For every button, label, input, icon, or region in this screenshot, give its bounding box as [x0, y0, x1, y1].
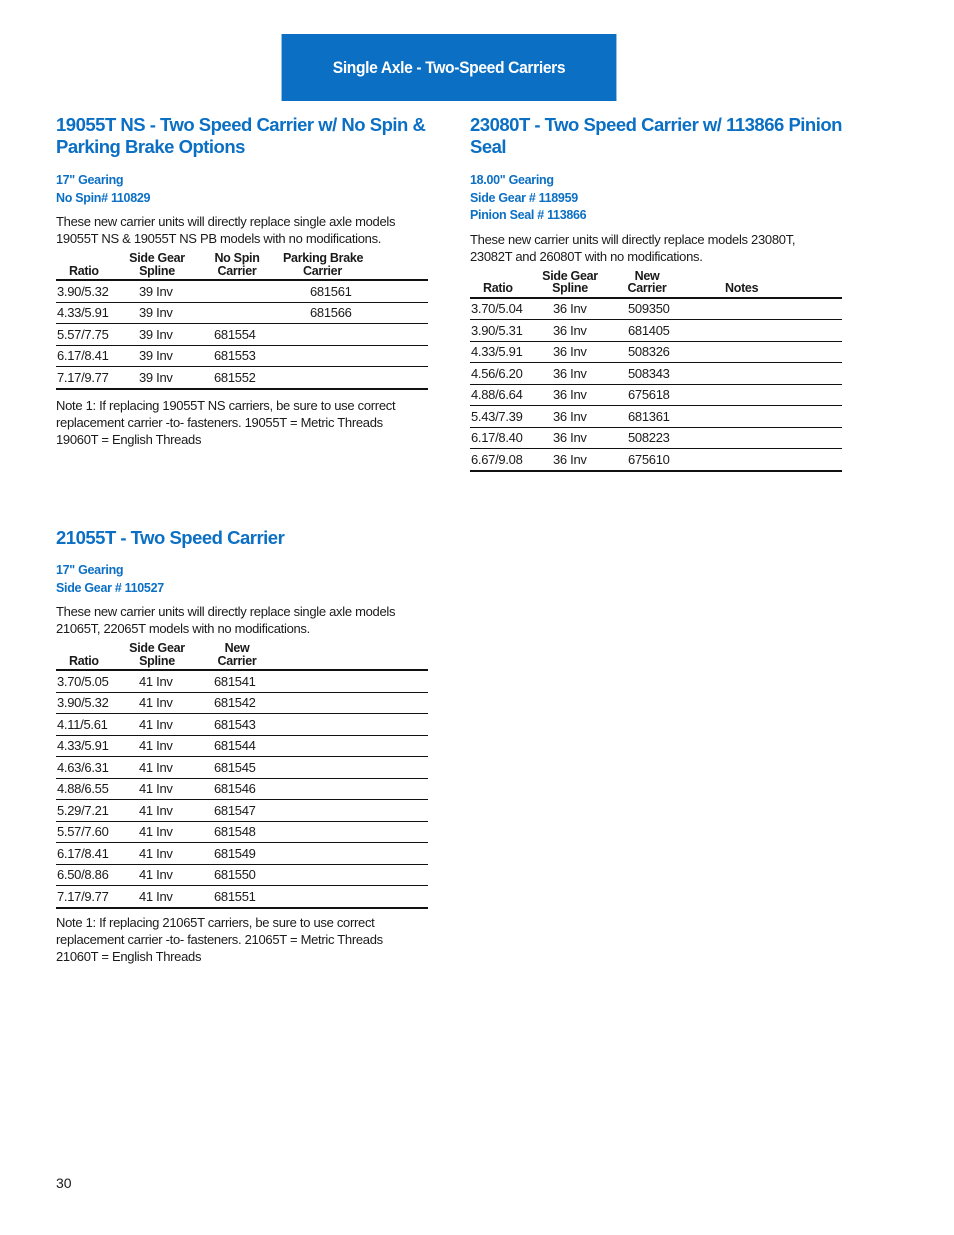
gearing-label: 17" Gearing — [56, 173, 124, 187]
table-row: 4.63/6.31 41 Inv 681545 — [56, 757, 428, 779]
carrier-table — [470, 270, 842, 472]
section-23080t — [470, 114, 842, 472]
table-row: 4.11/5.61 41 Inv 681543 — [56, 714, 428, 736]
table-row: 4.88/6.55 41 Inv 681546 — [56, 778, 428, 800]
table-row: 6.17/8.41 41 Inv 681549 — [56, 843, 428, 865]
section-19055t — [56, 114, 428, 448]
side-gear-label: Side Gear # 118959 — [470, 190, 578, 205]
table-row: 3.70/5.05 41 Inv 681541 — [56, 670, 428, 692]
part-label: No Spin# 110829 — [56, 190, 151, 205]
header-spline: Side Gear Spline — [528, 270, 612, 298]
table-row: 5.43/7.39 36 Inv 681361 — [470, 406, 842, 428]
table-row: 5.57/7.75 39 Inv 681554 — [56, 324, 428, 346]
header-notes: Notes — [682, 270, 842, 298]
side-gear-label: Side Gear # 110527 — [56, 580, 164, 595]
header-parking-brake: Parking Brake Carrier — [276, 252, 428, 280]
header-ratio: Ratio — [470, 270, 528, 298]
gearing-label: 17" Gearing — [56, 563, 124, 577]
description: These new carrier units will directly replace single axle models 19055T NS & 19055T NS PB models with no modifications. — [56, 214, 396, 246]
table-row: 4.33/5.91 41 Inv 681544 — [56, 735, 428, 757]
table-row: 4.88/6.64 36 Inv 675618 — [470, 384, 842, 406]
header-ratio: Ratio — [56, 252, 116, 280]
table-header-row — [470, 270, 842, 298]
table-note: Note 1: If replacing 21065T carriers, be sure to use correct replacement carrier -to- fasteners. 21065T = Metric Threads 21060T = English Threads — [56, 914, 383, 964]
table-row: 6.67/9.08 36 Inv 675610 — [470, 449, 842, 471]
section-title: 21055T - Two Speed Carrier — [56, 527, 285, 548]
table-header-row — [56, 642, 428, 670]
table-row: 3.90/5.32 41 Inv 681542 — [56, 692, 428, 714]
table-row: 3.90/5.31 36 Inv 681405 — [470, 320, 842, 342]
table-row: 6.17/8.40 36 Inv 508223 — [470, 427, 842, 449]
header-empty — [276, 642, 428, 670]
table-row: 4.33/5.91 36 Inv 508326 — [470, 341, 842, 363]
header-spline: Side Gear Spline — [116, 252, 198, 280]
table-note: Note 1: If replacing 19055T NS carriers, be sure to use correct replacement carrier -to- fasteners. 19055T = Metric Threads 19060T = English Threads — [56, 397, 396, 447]
header-new-carrier: New Carrier — [612, 270, 682, 298]
section-banner — [282, 34, 617, 101]
table-row: 6.17/8.41 39 Inv 681553 — [56, 345, 428, 367]
carrier-table — [56, 642, 428, 909]
table-row: 6.50/8.86 41 Inv 681550 — [56, 864, 428, 886]
table-row: 7.17/9.77 39 Inv 681552 — [56, 367, 428, 389]
table-row: 5.57/7.60 41 Inv 681548 — [56, 821, 428, 843]
header-nospin: No Spin Carrier — [198, 252, 276, 280]
table-row: 3.70/5.04 36 Inv 509350 — [470, 298, 842, 320]
page-number: 30 — [56, 1175, 72, 1191]
table-row: 5.29/7.21 41 Inv 681547 — [56, 800, 428, 822]
section-title: 23080T - Two Speed Carrier w/ 113866 Pinion Seal — [470, 114, 842, 157]
table-row: 3.90/5.32 39 Inv 681561 — [56, 280, 428, 302]
section-title: 19055T NS - Two Speed Carrier w/ No Spin & Parking Brake Options — [56, 114, 426, 157]
header-ratio: Ratio — [56, 642, 116, 670]
table-row: 7.17/9.77 41 Inv 681551 — [56, 886, 428, 908]
banner-title: Single Axle - Two-Speed Carriers — [332, 57, 566, 77]
pinion-seal-label: Pinion Seal # 113866 — [470, 208, 587, 222]
description: These new carrier units will directly replace single axle models 21065T, 22065T models with no modifications. — [56, 604, 396, 636]
carrier-table — [56, 252, 428, 390]
table-row: 4.56/6.20 36 Inv 508343 — [470, 363, 842, 385]
table-row: 4.33/5.91 39 Inv 681566 — [56, 302, 428, 324]
table-header-row — [56, 252, 428, 280]
section-21055t — [56, 527, 428, 965]
header-spline: Side Gear Spline — [116, 642, 198, 670]
header-new-carrier: New Carrier — [198, 642, 276, 670]
gearing-label: 18.00" Gearing — [470, 173, 554, 187]
description: These new carrier units will directly replace models 23080T, 23082T and 26080T with no modifications. — [470, 231, 796, 264]
